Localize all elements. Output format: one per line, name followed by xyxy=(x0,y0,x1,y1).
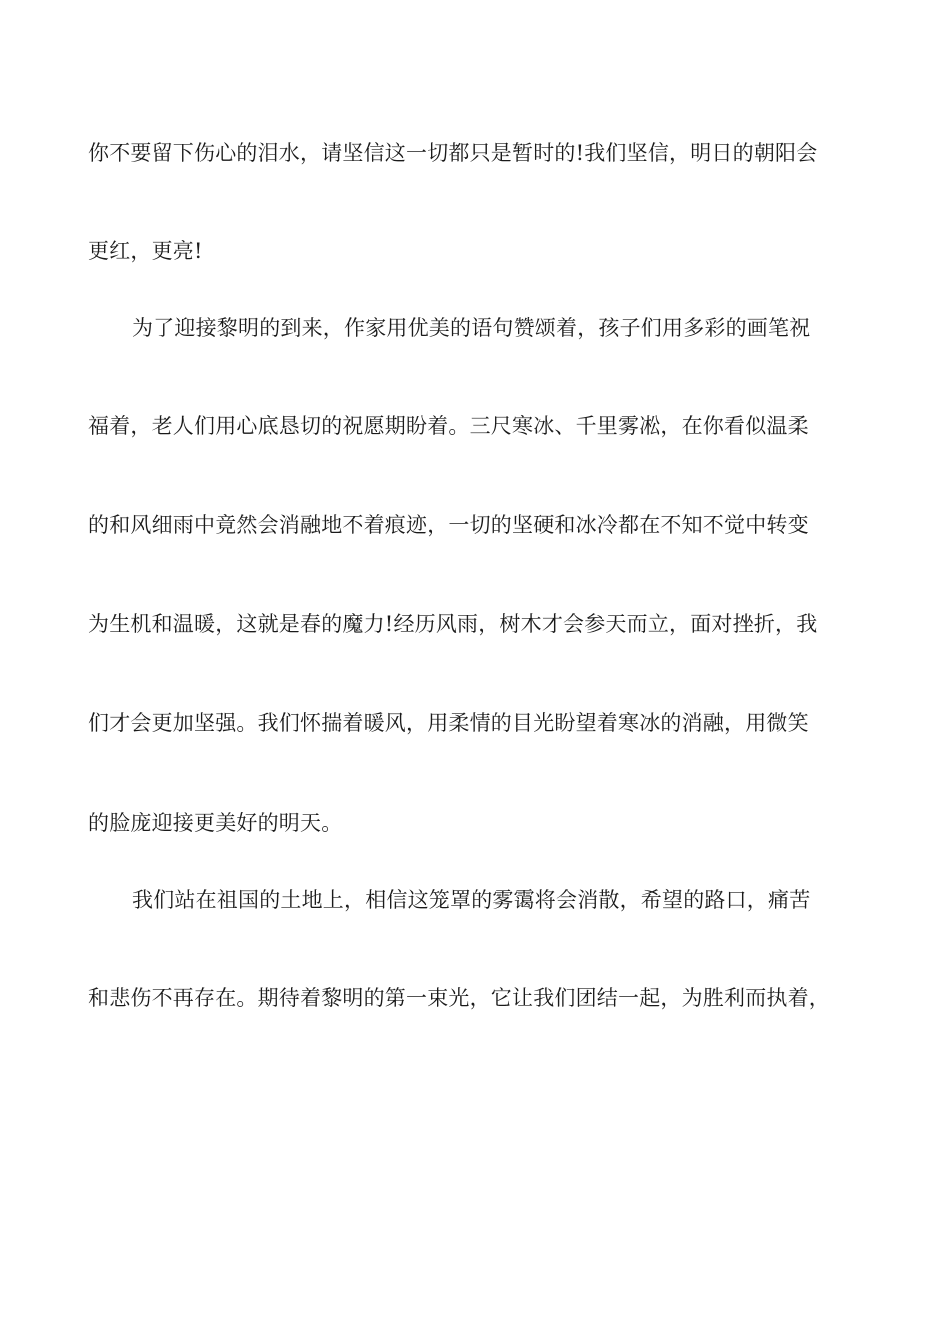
text-line: 你不要留下伤心的泪水，请坚信这一切都只是暂时的!我们坚信，明日的朝阳会 xyxy=(88,141,818,165)
text-line: 福着，老人们用心底恳切的祝愿期盼着。三尺寒冰、千里雾凇，在你看似温柔 xyxy=(88,414,809,438)
text-line: 为生机和温暖，这就是春的魔力!经历风雨，树木才会参天而立，面对挫折，我 xyxy=(88,612,818,636)
text-line: 的和风细雨中竟然会消融地不着痕迹，一切的坚硬和冰冷都在不知不觉中转变 xyxy=(88,513,809,537)
text-line: 们才会更加坚强。我们怀揣着暖风，用柔情的目光盼望着寒冰的消融，用微笑 xyxy=(88,711,809,735)
text-line: 的脸庞迎接更美好的明天。 xyxy=(88,811,343,835)
text-line: 更红，更亮! xyxy=(88,239,203,263)
text-line: 和悲伤不再存在。期待着黎明的第一束光，它让我们团结一起，为胜利而执着， xyxy=(88,986,830,1010)
paragraph-start-line: 我们站在祖国的土地上，相信这笼罩的雾霭将会消散，希望的路口，痛苦 xyxy=(132,888,811,912)
paragraph-start-line: 为了迎接黎明的到来，作家用优美的语句赞颂着，孩子们用多彩的画笔祝 xyxy=(132,316,811,340)
